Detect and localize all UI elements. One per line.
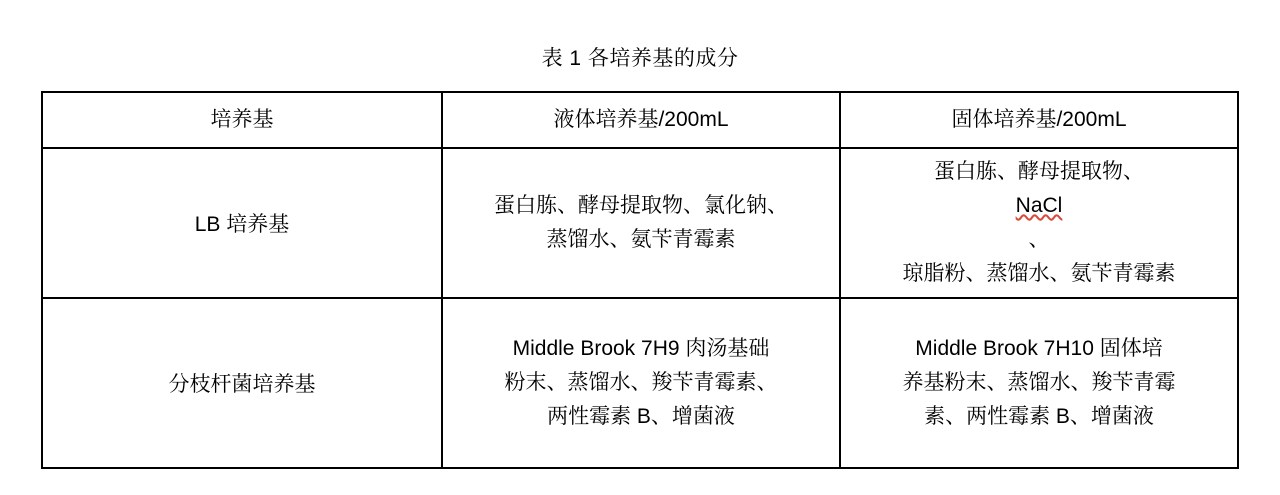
cell-line-prefix: 蛋白胨、酵母提取物、 xyxy=(934,160,1144,183)
table-row xyxy=(42,148,1238,298)
cell-myco-liquid xyxy=(442,298,840,468)
cell-line: 琼脂粉、蒸馏水、氨苄青霉素 xyxy=(902,262,1176,286)
cell-line: 两性霉素 B、增菌液 xyxy=(547,405,735,429)
cell-lb-liquid xyxy=(442,148,840,298)
header-solid-medium: 固体培养基/200mL xyxy=(840,92,1238,148)
cell-line: 养基粉末、蒸馏水、羧苄青霉 xyxy=(902,371,1176,395)
cell-line: 蛋白胨、酵母提取物、氯化钠、 xyxy=(494,194,788,218)
table-row xyxy=(42,298,1238,468)
cell-line: Middle Brook 7H9 肉汤基础 xyxy=(512,337,770,361)
row-label-mycobacterium: 分枝杆菌培养基 xyxy=(42,298,442,468)
cell-line-suffix: 、 xyxy=(1028,228,1050,252)
table-caption: 表 1 各培养基的成分 xyxy=(541,47,739,70)
spellcheck-underlined-text: NaCl xyxy=(1015,194,1063,218)
table-header-row xyxy=(42,92,1238,148)
row-label-lb: LB 培养基 xyxy=(42,148,442,298)
cell-line: 素、两性霉素 B、增菌液 xyxy=(924,405,1154,429)
header-liquid-medium: 液体培养基/200mL xyxy=(442,92,840,148)
cell-line: 蒸馏水、氨苄青霉素 xyxy=(546,228,736,252)
cell-line: 粉末、蒸馏水、羧苄青霉素、 xyxy=(504,371,778,395)
cell-line: Middle Brook 7H10 固体培 xyxy=(915,337,1163,361)
culture-medium-table xyxy=(41,91,1239,469)
cell-line xyxy=(851,155,1227,257)
cell-lb-solid xyxy=(840,148,1238,298)
cell-myco-solid xyxy=(840,298,1238,468)
header-medium: 培养基 xyxy=(42,92,442,148)
